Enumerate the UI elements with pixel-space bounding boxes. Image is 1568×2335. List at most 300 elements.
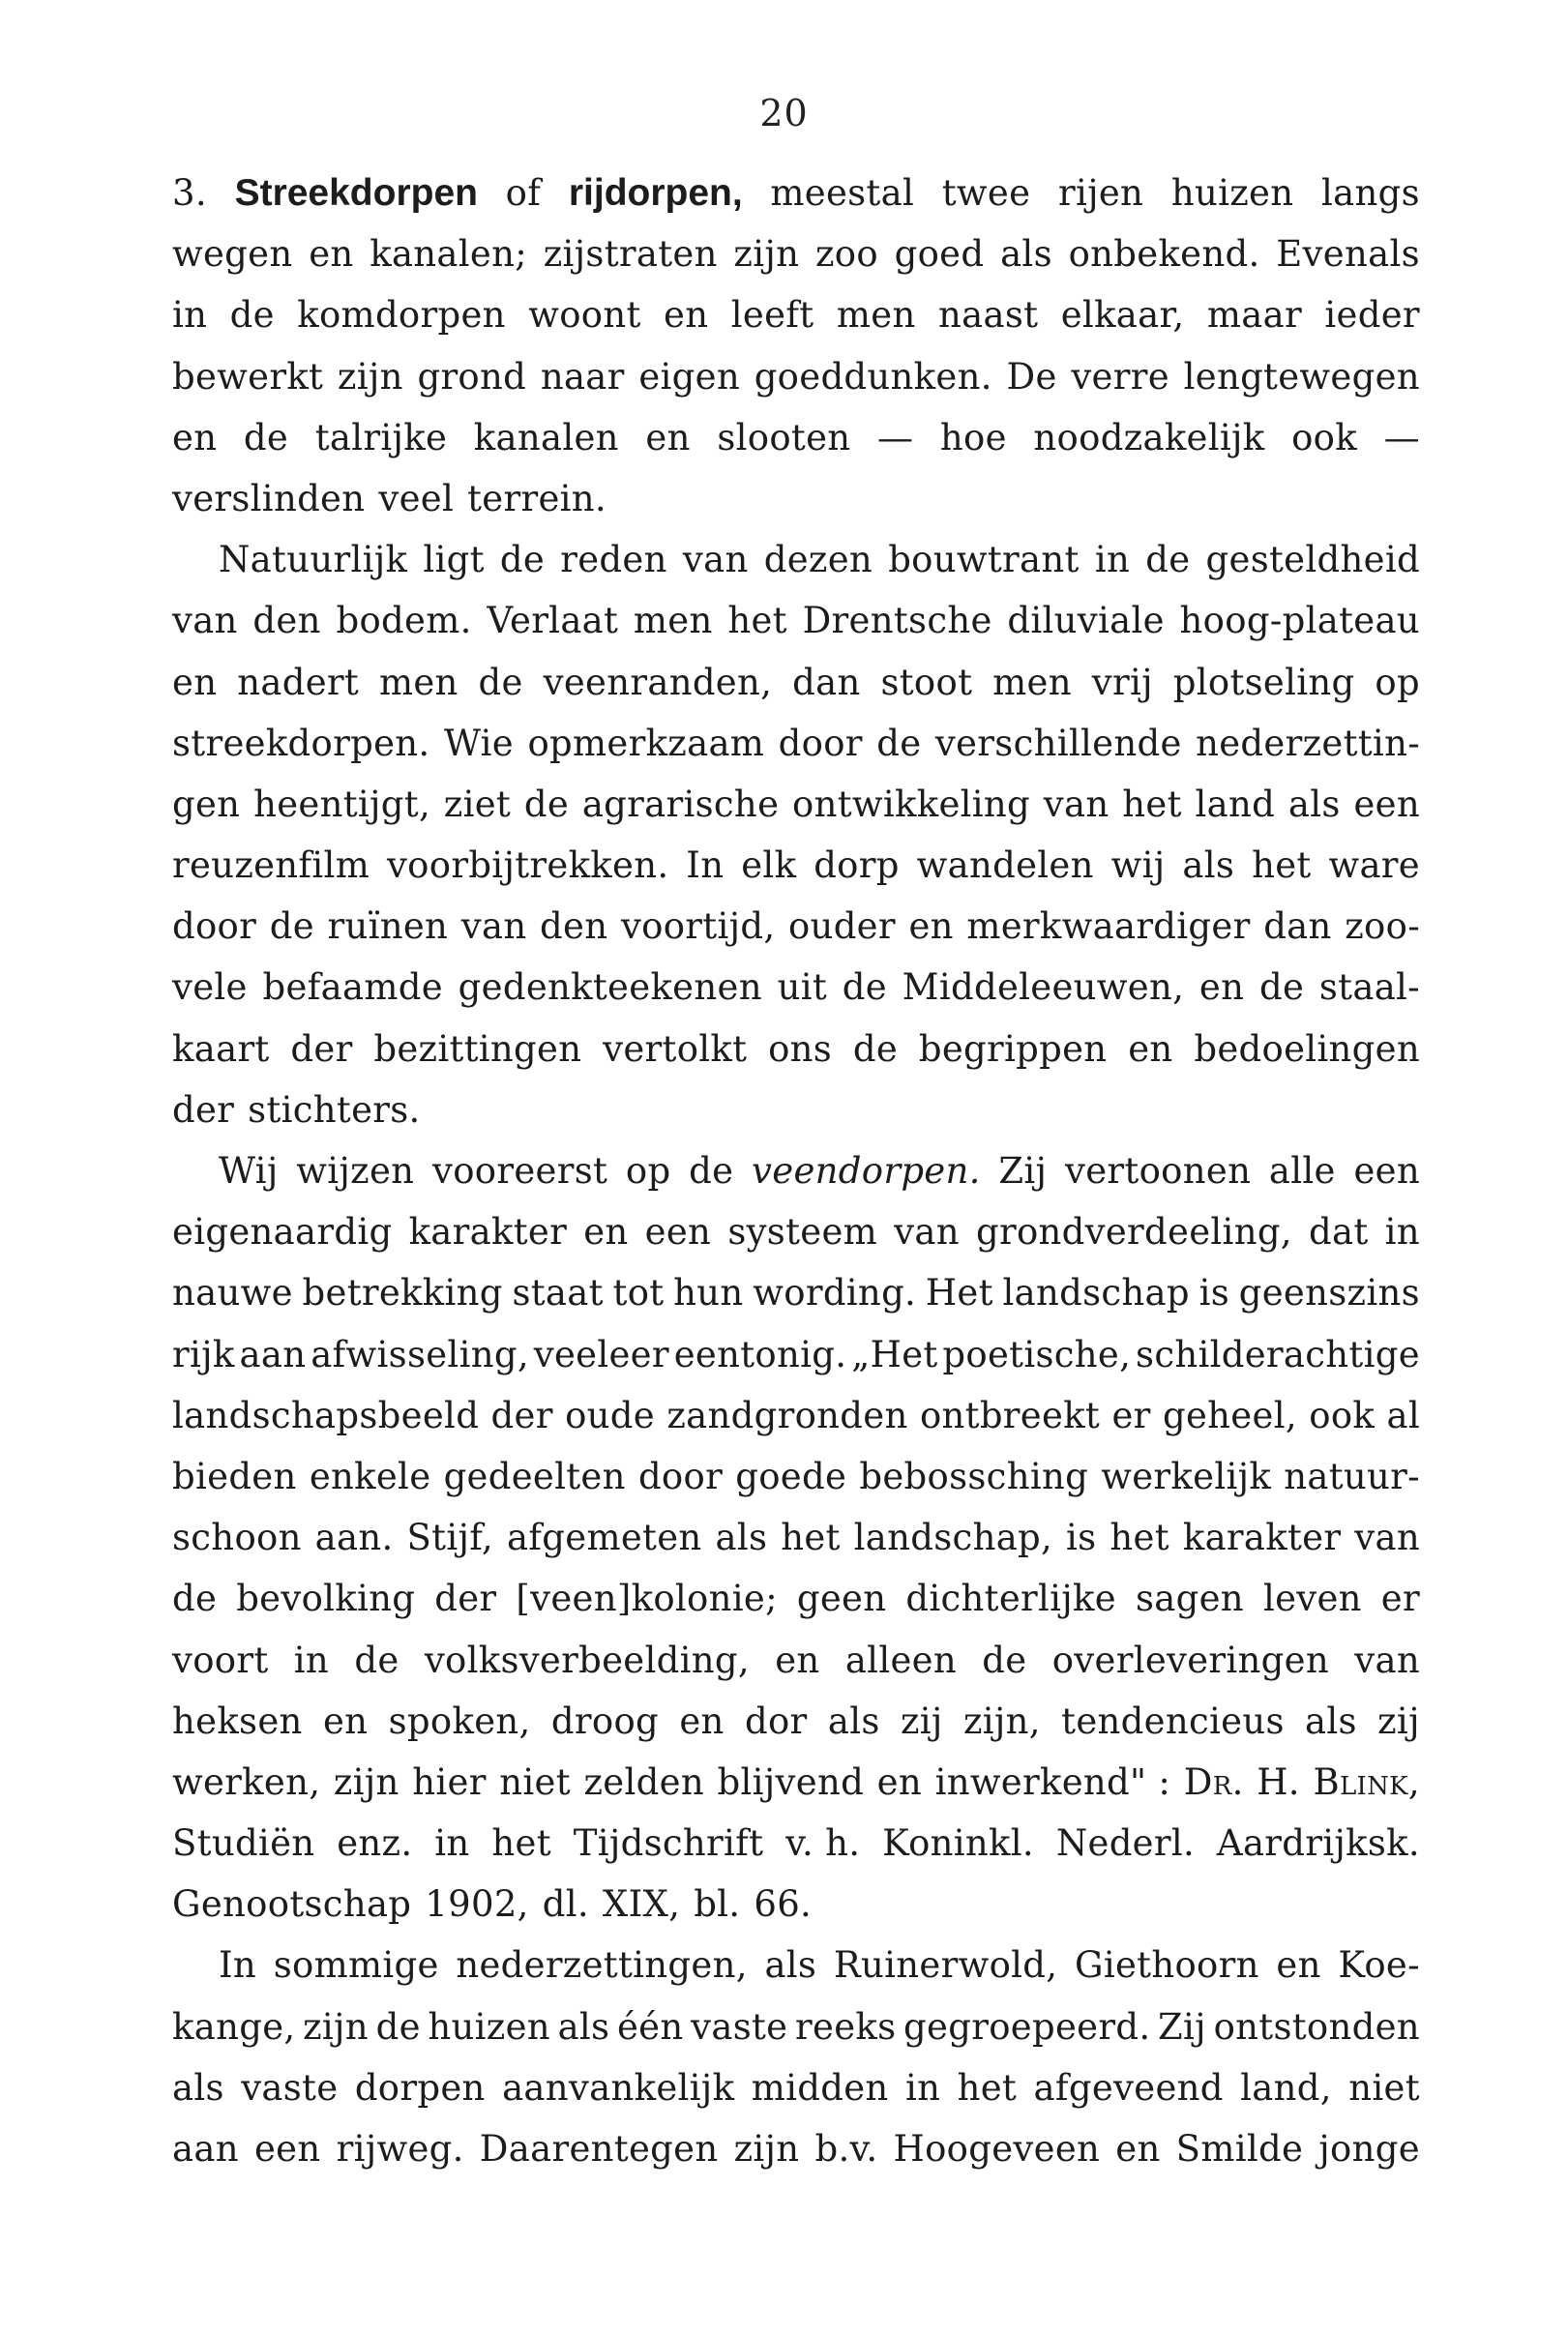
word: is	[1066, 1517, 1097, 1559]
word: en	[172, 661, 218, 703]
word: veenranden,	[543, 661, 773, 703]
word: geheel,	[1163, 1394, 1297, 1436]
word: een	[253, 2128, 321, 2170]
word: karakter	[1182, 1517, 1342, 1559]
word: lengtewegen	[1183, 355, 1420, 398]
word: dan	[1263, 905, 1332, 948]
word: zandgronden	[666, 1394, 908, 1436]
word: merkwaardiger	[966, 905, 1251, 948]
word: veeleer	[533, 1333, 669, 1375]
word: dichterlijke	[905, 1578, 1116, 1620]
word: er	[1380, 1578, 1420, 1620]
word: grond	[417, 355, 527, 398]
word: tot	[612, 1272, 665, 1315]
word: hoog-plateau	[1179, 600, 1420, 642]
word: door	[637, 1455, 724, 1497]
word: door	[172, 905, 257, 948]
word: systeem	[727, 1211, 878, 1254]
word: reeks	[795, 2005, 897, 2048]
word: ontwikkeling	[792, 783, 1031, 825]
word: slooten	[717, 416, 851, 458]
word: elkaar,	[1060, 294, 1185, 337]
word: schoon	[172, 1517, 302, 1559]
word: de	[982, 1639, 1027, 1681]
word: onbekend.	[1068, 233, 1260, 276]
word: Het	[925, 1272, 993, 1315]
word: een	[1353, 783, 1420, 825]
word: kanalen	[473, 416, 619, 458]
word: heentijgt,	[253, 783, 431, 825]
word: Genootschap	[172, 1883, 412, 1926]
word: van	[682, 539, 749, 581]
word: als	[1287, 783, 1341, 825]
word: van	[1354, 1639, 1420, 1681]
word: het	[1109, 1517, 1169, 1559]
word: landschap	[1002, 1272, 1190, 1315]
word: Zij	[998, 1150, 1048, 1192]
word: v. h.	[785, 1822, 861, 1865]
word: de	[852, 1027, 899, 1070]
word: jonge	[1318, 2128, 1420, 2170]
word: Drentsche	[802, 600, 992, 642]
word: in	[1094, 539, 1131, 581]
word: een	[1353, 1150, 1420, 1192]
word: gedeelten	[443, 1455, 626, 1497]
text-line	[172, 1935, 1420, 1995]
text-line	[172, 835, 1420, 896]
word: de	[269, 905, 314, 948]
word: huizen	[1170, 172, 1294, 214]
text-line	[172, 1874, 1420, 1935]
word: de	[523, 783, 570, 825]
word: elk	[741, 844, 797, 887]
text-line	[172, 346, 1420, 407]
word: de	[1145, 539, 1191, 581]
word: „Het	[851, 1333, 938, 1375]
word: ons	[768, 1027, 833, 1070]
word: overleveringen	[1051, 1639, 1329, 1681]
word: ware	[1328, 844, 1420, 887]
word: al	[1386, 1394, 1420, 1436]
word: spoken,	[388, 1700, 531, 1742]
word: der	[490, 1394, 553, 1436]
word: aan	[172, 2128, 239, 2170]
word: Wie	[443, 722, 514, 764]
word: bodem.	[336, 600, 472, 642]
word: op	[625, 1150, 671, 1192]
word: voort	[172, 1639, 269, 1681]
word: staal-	[1318, 966, 1420, 1009]
word: het	[727, 600, 787, 642]
word: bezittingen	[373, 1027, 582, 1070]
word: dl.	[542, 1883, 589, 1926]
word: zijn	[733, 2128, 800, 2170]
word: vaste	[691, 2005, 788, 2048]
word: Koninkl.	[882, 1822, 1034, 1865]
word: Middeleeuwen,	[902, 966, 1185, 1009]
word: rijweg.	[336, 2128, 464, 2170]
word: en	[1115, 2128, 1161, 2170]
word: der	[172, 1088, 235, 1131]
word: en	[679, 1700, 725, 1742]
word: verschillende	[934, 722, 1182, 764]
word: in	[293, 1639, 330, 1681]
word: agrarische	[581, 783, 780, 825]
word: het	[491, 1822, 551, 1865]
word: talrijke	[314, 416, 448, 458]
word: oude	[565, 1394, 655, 1436]
word: als	[715, 1517, 768, 1559]
word: en	[583, 1211, 629, 1254]
word: als	[172, 2066, 224, 2109]
word: der	[290, 1027, 353, 1070]
word: de	[229, 294, 275, 337]
word: verre	[1071, 355, 1169, 398]
word: geen	[796, 1578, 887, 1620]
word: reden	[560, 539, 667, 581]
word: De	[1006, 355, 1057, 398]
word: den	[252, 600, 321, 642]
word: heksen	[172, 1700, 303, 1742]
word: karakter	[408, 1211, 568, 1254]
word: de	[842, 966, 887, 1009]
word: enz.	[337, 1822, 413, 1865]
word: goeddunken.	[754, 355, 992, 398]
word: Smilde	[1175, 2128, 1304, 2170]
text-line	[172, 2057, 1420, 2118]
word: een	[644, 1211, 712, 1254]
word: twee	[941, 172, 1031, 214]
text-line	[172, 1201, 1420, 1262]
word: zij	[1377, 1700, 1420, 1742]
word: dan	[792, 661, 861, 703]
word: voortijd,	[620, 905, 776, 948]
word: vooreerst	[432, 1150, 608, 1192]
word: wording.	[753, 1272, 917, 1315]
word: en	[908, 905, 954, 948]
word: ook	[1309, 1394, 1376, 1436]
text-line	[172, 1630, 1420, 1691]
text-line	[172, 1262, 1420, 1323]
word: tendencieus	[1061, 1700, 1285, 1742]
word: befaamde	[262, 966, 443, 1009]
text-line	[172, 713, 1420, 774]
word: men	[836, 294, 916, 337]
word: wegen	[172, 233, 293, 276]
word: Studiën	[172, 1822, 315, 1865]
text-line	[172, 1568, 1420, 1629]
text-line	[172, 284, 1420, 345]
word: noodzakelijk	[1033, 416, 1265, 458]
word: natuur-	[1284, 1455, 1420, 1497]
word: langs	[1321, 172, 1420, 214]
word: en	[664, 294, 709, 337]
word: alle	[1268, 1150, 1336, 1192]
word: Streekdorpen	[234, 172, 478, 214]
word: Hoogeveen	[893, 2128, 1101, 2170]
word: van	[1354, 1517, 1420, 1559]
word: 3.	[172, 172, 207, 214]
word: voorbijtrekken.	[386, 844, 669, 887]
word: bedoelingen	[1194, 1027, 1420, 1070]
word: zijn	[333, 1760, 399, 1803]
word: wijzen	[296, 1150, 415, 1192]
word: dezen	[763, 539, 873, 581]
word: Tijdschrift	[573, 1822, 764, 1865]
word: zij	[900, 1700, 943, 1742]
word: bouwtrant	[888, 539, 1080, 581]
word: in	[172, 294, 208, 337]
word: werken,	[172, 1760, 321, 1803]
word: de	[375, 2005, 421, 2048]
word: 66.	[754, 1883, 813, 1926]
word: of	[505, 172, 542, 214]
word: landschapsbeeld	[172, 1394, 480, 1436]
word: Daarentegen	[479, 2128, 719, 2170]
word: men	[992, 661, 1072, 703]
word: begrippen	[918, 1027, 1108, 1070]
word: diluviale	[1007, 600, 1165, 642]
word: eentonig.	[673, 1333, 847, 1375]
word: ook	[1291, 416, 1357, 458]
word: niet	[1348, 2066, 1420, 2109]
word: en	[645, 416, 691, 458]
word: Aardrijksk.	[1216, 1822, 1420, 1865]
word: de	[876, 722, 922, 764]
word: zoo-	[1345, 905, 1420, 948]
word: dorp	[814, 844, 900, 887]
word: bevolking	[236, 1578, 416, 1620]
word: droog	[550, 1700, 660, 1742]
word: en	[322, 1700, 369, 1742]
word: 1902,	[425, 1883, 529, 1926]
word: als	[1000, 233, 1052, 276]
word: ontstonden	[1213, 2005, 1420, 2048]
word: sommige	[273, 1944, 439, 1987]
word: plotseling	[1172, 661, 1355, 703]
page-number: 20	[759, 92, 809, 134]
word: de	[499, 539, 546, 581]
word: veendorpen.	[752, 1150, 981, 1192]
word: uit	[777, 966, 827, 1009]
text-line	[172, 1691, 1420, 1752]
word: er	[1111, 1394, 1151, 1436]
word: als	[557, 2005, 610, 2048]
word: sagen	[1135, 1578, 1244, 1620]
word: poetische,	[942, 1333, 1132, 1375]
word: Ruinerwold,	[833, 1944, 1058, 1987]
word: van	[460, 905, 527, 948]
word: staat	[512, 1272, 604, 1315]
word: maar	[1206, 294, 1302, 337]
word: Evenals	[1276, 233, 1420, 276]
word: bebossching	[859, 1455, 1089, 1497]
word: de	[243, 416, 289, 458]
word: ruïnen	[327, 905, 449, 948]
word: leeft	[730, 294, 814, 337]
text-line	[172, 407, 1420, 468]
word: van	[172, 600, 238, 642]
word: van	[1043, 783, 1109, 825]
word: Stijf,	[406, 1517, 493, 1559]
word: Koe-	[1338, 1944, 1420, 1987]
word: schilderachtige	[1136, 1333, 1420, 1375]
word: komdorpen	[297, 294, 506, 337]
word: ieder	[1324, 294, 1420, 337]
word: zijn	[733, 233, 800, 276]
word: en	[1276, 1944, 1321, 1987]
word: bewerkt	[172, 355, 324, 398]
text-line	[172, 652, 1420, 713]
word: als	[1182, 844, 1235, 887]
text-line	[172, 2118, 1420, 2179]
word: zijn	[303, 2005, 369, 2048]
word: als	[764, 1944, 817, 1987]
word: [veen]kolonie;	[516, 1578, 778, 1620]
word: terrein.	[467, 477, 606, 519]
word: het	[957, 2066, 1018, 2109]
word: vertoonen	[1065, 1150, 1252, 1192]
word: goed	[894, 233, 985, 276]
word: Zij	[1158, 2005, 1206, 2048]
word: woont	[528, 294, 641, 337]
word: men	[378, 661, 459, 703]
word: rijdorpen,	[568, 172, 743, 214]
text-line	[172, 1446, 1420, 1507]
word: kange,	[172, 2005, 296, 2048]
word: de	[478, 661, 523, 703]
text-line	[172, 1385, 1420, 1446]
text-line	[172, 1019, 1420, 1079]
word: afgeveend	[1033, 2066, 1224, 2109]
word: rijk	[172, 1333, 235, 1375]
word: naar	[540, 355, 625, 398]
text-line	[172, 1324, 1420, 1385]
word: als	[1305, 1700, 1357, 1742]
word: grondverdeeling,	[976, 1211, 1292, 1254]
word: Dr.	[1183, 1760, 1244, 1803]
word: nederzettin-	[1196, 722, 1420, 764]
word: eigenaardig	[172, 1211, 393, 1254]
word: in	[434, 1822, 470, 1865]
text-line	[172, 590, 1420, 651]
word: het	[1252, 844, 1312, 887]
text-line	[172, 957, 1420, 1018]
text-line	[172, 896, 1420, 957]
word: goede	[735, 1455, 847, 1497]
word: één	[616, 2005, 684, 2048]
word: Nederl.	[1055, 1822, 1196, 1865]
word: de	[689, 1150, 734, 1192]
word: —	[877, 416, 914, 458]
word: niet	[499, 1760, 571, 1803]
word: In	[686, 844, 725, 887]
word: betrekking	[302, 1272, 503, 1315]
word: land,	[1240, 2066, 1332, 2109]
word: zoo	[814, 233, 878, 276]
word: kanalen;	[370, 233, 528, 276]
word: reuzenfilm	[172, 844, 370, 887]
word: wandelen	[916, 844, 1094, 887]
word: op	[1375, 661, 1420, 703]
word: eigen	[638, 355, 740, 398]
word: het	[781, 1517, 841, 1559]
word: het	[1122, 783, 1182, 825]
word: blijvend	[717, 1760, 865, 1803]
word: kaart	[172, 1027, 270, 1070]
word: de	[172, 1578, 218, 1620]
word: geenszins	[1238, 1272, 1420, 1315]
word: der	[434, 1578, 497, 1620]
word: nederzettingen,	[456, 1944, 748, 1987]
word: gen	[172, 783, 241, 825]
text-line	[172, 1079, 1420, 1140]
word: gedenkteekenen	[458, 966, 762, 1009]
word: van	[894, 1211, 960, 1254]
word: stichters.	[248, 1088, 421, 1131]
word: vertolkt	[603, 1027, 748, 1070]
word: en	[775, 1639, 820, 1681]
word: vaste	[241, 2066, 339, 2109]
word: inwerkend" :	[934, 1760, 1171, 1803]
word: den	[540, 905, 608, 948]
word: afgemeten	[506, 1517, 702, 1559]
word: leven	[1262, 1578, 1362, 1620]
word: ouder	[787, 905, 896, 948]
word: landschap,	[853, 1517, 1053, 1559]
word: vrij	[1091, 661, 1153, 703]
text-line	[172, 529, 1420, 590]
word: en	[172, 416, 218, 458]
word: zijstraten	[543, 233, 718, 276]
word: naast	[938, 294, 1039, 337]
word: als	[827, 1700, 880, 1742]
text-line	[172, 1996, 1420, 2057]
word: dorpen	[354, 2066, 486, 2109]
word: aan.	[314, 1517, 394, 1559]
word: men	[633, 600, 713, 642]
word: is	[1198, 1272, 1230, 1315]
word: XIX,	[602, 1883, 681, 1926]
word: —	[1383, 416, 1420, 458]
word: in	[904, 2066, 941, 2109]
word: aanvankelijk	[502, 2066, 735, 2109]
word: dat	[1309, 1211, 1369, 1254]
word: ontbreekt	[919, 1394, 1101, 1436]
text-line	[172, 1813, 1420, 1874]
word: Wij	[219, 1150, 279, 1192]
word: hier	[412, 1760, 487, 1803]
word: Verlaat	[487, 600, 619, 642]
text-line	[172, 1752, 1420, 1813]
word: en	[876, 1760, 922, 1803]
word: volksverbeelding,	[424, 1639, 750, 1681]
word: Natuurlijk	[219, 539, 408, 581]
word: b.v.	[814, 2128, 878, 2170]
word: de	[1258, 966, 1305, 1009]
text-line	[172, 163, 1420, 223]
word: in	[1384, 1211, 1420, 1254]
word: dor	[744, 1700, 808, 1742]
word: afwisseling,	[311, 1333, 529, 1375]
word: meestal	[770, 172, 915, 214]
word: Blink,	[1313, 1760, 1420, 1803]
word: verslinden	[172, 477, 366, 519]
word: werkelijk	[1101, 1455, 1272, 1497]
word: streekdorpen.	[172, 722, 430, 764]
word: opmerkzaam	[527, 722, 765, 764]
word: aan	[239, 1333, 307, 1375]
